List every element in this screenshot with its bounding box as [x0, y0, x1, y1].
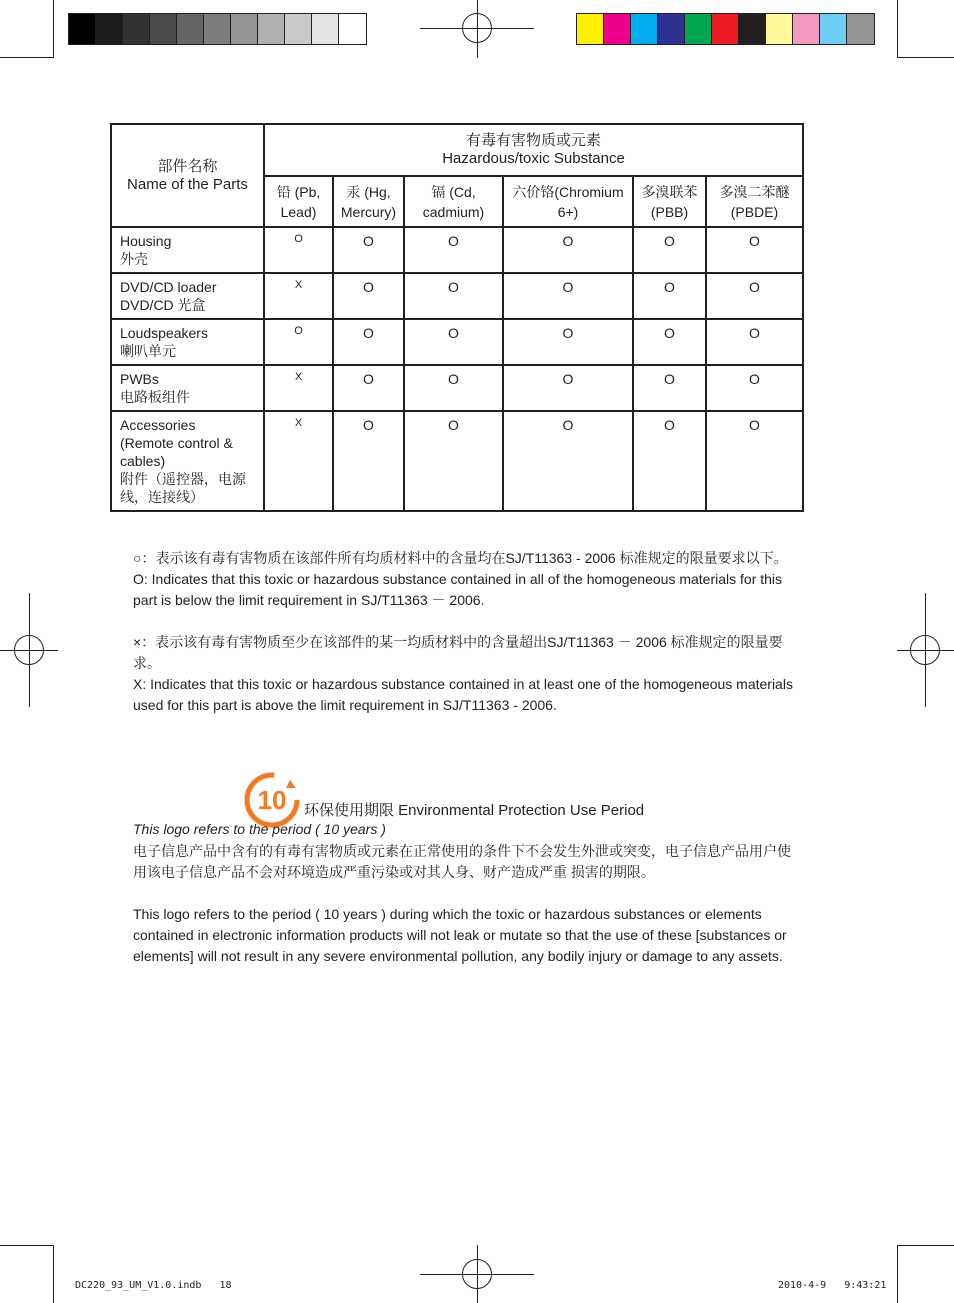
- column-header-line: (PBB): [650, 203, 689, 220]
- color-swatch: [820, 14, 847, 44]
- substance-value-cell: O: [333, 227, 404, 273]
- color-swatch: [604, 14, 631, 44]
- substance-header-cn: 有毒有害物质或元素: [465, 132, 601, 149]
- substance-value-cell: O: [333, 319, 404, 365]
- substance-value-cell: O: [264, 227, 333, 273]
- epup-en-1: This logo refers to the period ( 10 years ) during which the toxic or hazardous substances or elements: [133, 906, 762, 922]
- substance-value-cell: O: [503, 319, 633, 365]
- substance-value-cell: O: [706, 273, 803, 319]
- part-name-line: 喇叭单元: [120, 343, 176, 359]
- substance-value-cell: O: [633, 319, 706, 365]
- part-name-line: Loudspeakers: [120, 325, 208, 341]
- notes: [133, 548, 803, 716]
- substance-column-header: [333, 176, 404, 227]
- substance-value-cell: O: [503, 411, 633, 511]
- column-header-line: Mercury): [340, 203, 397, 220]
- crop-mark: [53, 1245, 54, 1303]
- substance-value-cell: O: [706, 319, 803, 365]
- color-swatch: [793, 14, 820, 44]
- substance-value-cell: O: [706, 227, 803, 273]
- part-name-line: cables): [120, 453, 166, 469]
- table-row: [111, 411, 803, 511]
- substance-value-cell: O: [503, 365, 633, 411]
- footer-file-info: DC220_93_UM_V1.0.indb 18: [75, 1280, 232, 1291]
- substance-column-header: [264, 176, 333, 227]
- gray-swatch: [96, 14, 123, 44]
- substance-value-cell: O: [404, 227, 503, 273]
- color-swatch: [658, 14, 685, 44]
- epup-logo-number: 10: [257, 785, 287, 815]
- part-name-line: Housing: [120, 233, 172, 249]
- part-name-line: 附件（遥控器，电源: [120, 471, 246, 487]
- crop-mark: [0, 57, 54, 58]
- column-header-line: 多溴二苯醚: [719, 183, 790, 200]
- table-row: [111, 227, 803, 273]
- part-name-line: PWBs: [120, 371, 159, 387]
- part-name-cell: [111, 365, 264, 411]
- substance-value-cell: O: [633, 273, 706, 319]
- substance-value-cell: X: [264, 273, 333, 319]
- substance-value-cell: O: [503, 227, 633, 273]
- substance-value-cell: O: [706, 411, 803, 511]
- gray-swatch: [204, 14, 231, 44]
- table-row: [111, 273, 803, 319]
- column-header-line: 6+): [557, 203, 579, 220]
- substance-value-cell: X: [264, 365, 333, 411]
- color-swatch: [631, 14, 658, 44]
- substance-column-header: [633, 176, 706, 227]
- substance-value-cell: O: [333, 273, 404, 319]
- column-header-line: (PBDE): [730, 203, 779, 220]
- part-name-line: (Remote control &: [120, 435, 233, 451]
- gray-swatch: [177, 14, 204, 44]
- parts-header: [111, 124, 264, 227]
- crop-mark: [53, 0, 54, 58]
- part-name-line: 外壳: [120, 251, 148, 267]
- column-header-line: 六价铬(Chromium: [512, 183, 624, 200]
- gray-swatch: [339, 14, 366, 44]
- gray-swatch: [312, 14, 339, 44]
- gray-swatch: [285, 14, 312, 44]
- substance-value-cell: O: [404, 319, 503, 365]
- substance-value-cell: O: [333, 365, 404, 411]
- gray-swatch: [123, 14, 150, 44]
- substance-value-cell: O: [633, 227, 706, 273]
- part-name-line: Accessories: [120, 417, 196, 433]
- note-x-en-2: used for this part is above the limit requirement in SJ/T11363 - 2006.: [133, 697, 557, 713]
- epup-subtitle: This logo refers to the period ( 10 years ): [133, 821, 386, 837]
- crop-mark: [897, 1245, 954, 1246]
- crop-mark: [897, 1245, 898, 1303]
- color-swatch: [739, 14, 766, 44]
- part-name-cell: [111, 273, 264, 319]
- part-name-line: 线，连接线）: [120, 489, 204, 505]
- gray-swatch: [150, 14, 177, 44]
- part-name-line: DVD/CD 光盒: [120, 297, 206, 313]
- crop-mark: [0, 1245, 54, 1246]
- color-bar: [576, 13, 875, 45]
- gray-swatch: [69, 14, 96, 44]
- note-o-cn: ○：表示该有毒有害物质在该部件所有均质材料中的含量均在SJ/T11363 - 2006 标准规定的限量要求以下。: [133, 550, 788, 566]
- substance-value-cell: O: [264, 319, 333, 365]
- parts-header-cn: 部件名称: [157, 157, 218, 175]
- part-name-line: 电路板组件: [120, 389, 190, 405]
- substance-header-en: Hazardous/toxic Substance: [442, 150, 625, 167]
- substance-value-cell: O: [633, 365, 706, 411]
- column-header-line: 铅 (Pb,: [276, 183, 321, 200]
- part-name-cell: [111, 411, 264, 511]
- color-swatch: [712, 14, 739, 44]
- substance-column-header: [404, 176, 503, 227]
- substance-header: [264, 124, 803, 176]
- color-swatch: [847, 14, 874, 44]
- epup-en-3: elements] will not result in any severe environmental pollution, any bodily injury or damage to any assets.: [133, 948, 783, 964]
- epup-cn-2: 用该电子信息产品不会对环境造成严重污染或对其人身、财产造成严重 损害的期限。: [133, 864, 655, 880]
- hazardous-substance-table: [110, 123, 804, 512]
- column-header-line: 多溴联苯: [641, 183, 698, 200]
- note-x-en-1: X: Indicates that this toxic or hazardous substance contained in at least one of the homogeneous materials: [133, 676, 793, 692]
- note-x-cn-2: 求。: [133, 655, 161, 671]
- epup-description: [133, 841, 803, 967]
- color-swatch: [577, 14, 604, 44]
- substance-column-header: [706, 176, 803, 227]
- substance-value-cell: O: [503, 273, 633, 319]
- table-row: [111, 319, 803, 365]
- part-name-cell: [111, 227, 264, 273]
- epup-title: 环保使用期限 Environmental Protection Use Period: [304, 802, 645, 819]
- column-header-line: 镉 (Cd,: [431, 183, 476, 200]
- grayscale-bar: [68, 13, 367, 45]
- note-x-cn-1: ×：表示该有毒有害物质至少在该部件的某一均质材料中的含量超出SJ/T11363 － 2006 标准规定的限量要: [133, 634, 783, 650]
- substance-column-header: [503, 176, 633, 227]
- substance-value-cell: O: [404, 411, 503, 511]
- column-header-line: 汞 (Hg,: [346, 183, 391, 200]
- note-o-en-1: O: Indicates that this toxic or hazardous substance contained in all of the homogeneous materials for this: [133, 571, 783, 587]
- crop-mark: [897, 57, 954, 58]
- table-row: [111, 365, 803, 411]
- substance-value-cell: O: [706, 365, 803, 411]
- substance-value-cell: X: [264, 411, 333, 511]
- substance-value-cell: O: [404, 365, 503, 411]
- part-name-cell: [111, 319, 264, 365]
- epup-cn-1: 电子信息产品中含有的有毒有害物质或元素在正常使用的条件下不会发生外泄或突变，电子信息产品用户使: [133, 843, 791, 859]
- crop-mark: [897, 0, 898, 58]
- substance-value-cell: O: [404, 273, 503, 319]
- note-o-en-2: part is below the limit requirement in SJ/T11363 － 2006.: [133, 592, 485, 608]
- substance-value-cell: O: [333, 411, 404, 511]
- epup-en-2: contained in electronic information products will not leak or mutate so that the use of these [substances or: [133, 927, 787, 943]
- column-header-line: cadmium): [422, 203, 485, 220]
- color-swatch: [766, 14, 793, 44]
- gray-swatch: [231, 14, 258, 44]
- part-name-line: DVD/CD loader: [120, 279, 217, 295]
- epup-logo-icon: [244, 772, 300, 828]
- color-swatch: [685, 14, 712, 44]
- footer-timestamp: 2010-4-9 9:43:21: [778, 1280, 887, 1291]
- parts-header-en: Name of the Parts: [127, 175, 248, 193]
- substance-value-cell: O: [633, 411, 706, 511]
- gray-swatch: [258, 14, 285, 44]
- column-header-line: Lead): [280, 203, 317, 220]
